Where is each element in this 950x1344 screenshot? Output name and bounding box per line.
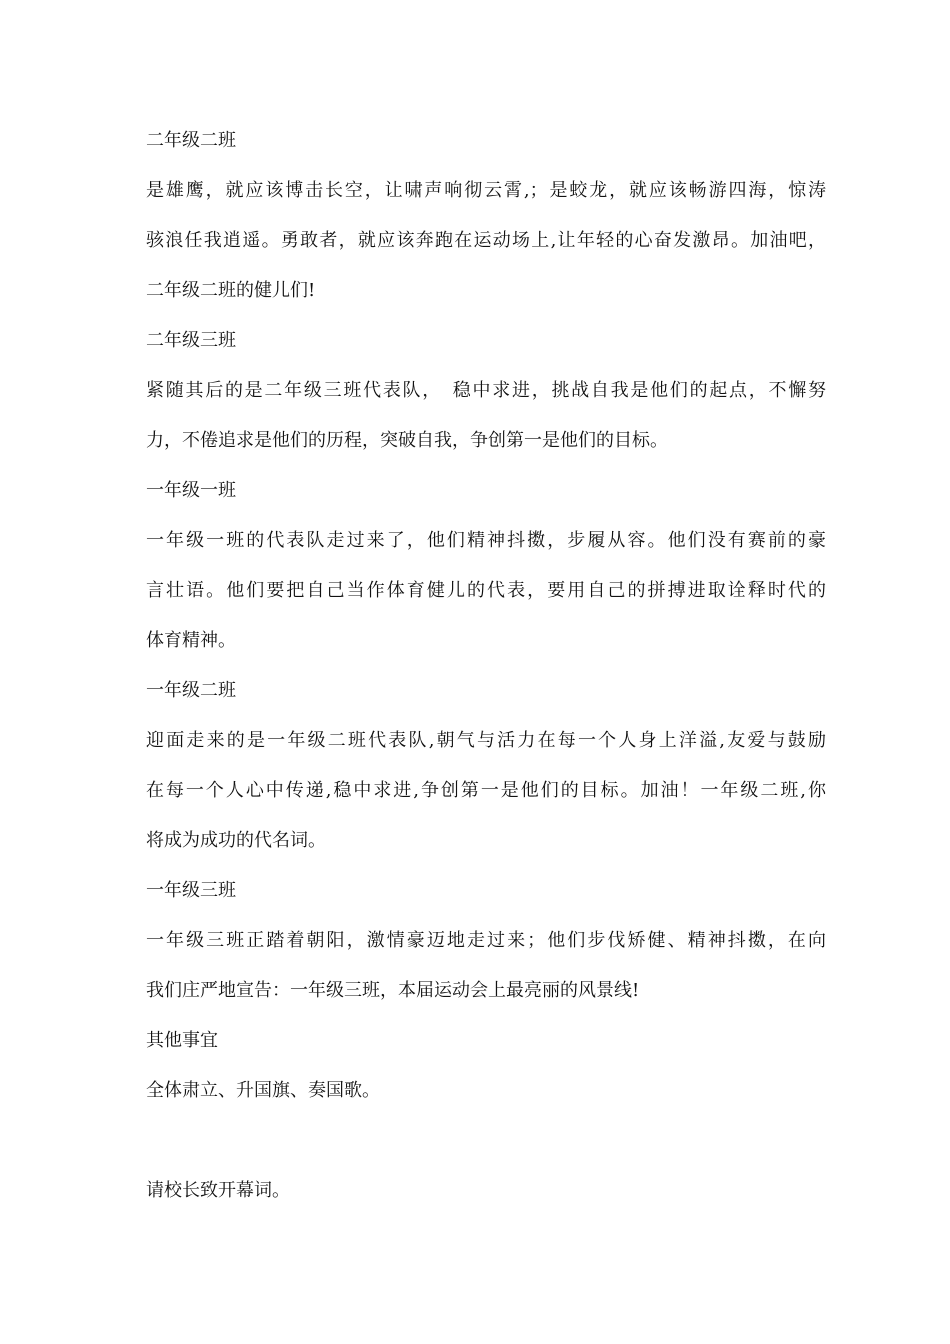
paragraph-line: 一年级三班正踏着朝阳，激情豪迈地走过来；他们步伐矫健、精神抖擞，在向: [146, 930, 826, 951]
paragraph-line: 在每一个人心中传递,稳中求进,争创第一是他们的目标。加油！一年级二班,你: [146, 780, 826, 801]
paragraph-line: 紧随其后的是二年级三班代表队， 稳中求进，挑战自我是他们的起点，不懈努: [146, 380, 826, 401]
section-heading: 二年级三班: [146, 330, 236, 351]
document-body: [146, 116, 826, 1216]
paragraph-line: 全体肃立、升国旗、奏国歌。: [146, 1080, 380, 1101]
blank-line: [146, 1116, 826, 1166]
paragraph-line: 我们庄严地宣告：一年级三班，本届运动会上最亮丽的风景线!: [146, 980, 640, 1001]
paragraph-line: 力，不倦追求是他们的历程，突破自我，争创第一是他们的目标。: [146, 430, 668, 451]
closing-line: 请校长致开幕词。: [146, 1180, 290, 1201]
paragraph-line: 二年级二班的健儿们!: [146, 280, 316, 301]
paragraph-line: 迎面走来的是一年级二班代表队,朝气与活力在每一个人身上洋溢,友爱与鼓励: [146, 730, 826, 751]
section-heading: 一年级一班: [146, 480, 236, 501]
paragraph-line: 一年级一班的代表队走过来了，他们精神抖擞，步履从容。他们没有赛前的豪: [146, 530, 826, 551]
paragraph-line: 将成为成功的代名词。: [146, 830, 326, 851]
section-heading: 其他事宜: [146, 1030, 218, 1051]
paragraph-line: 言壮语。他们要把自己当作体育健儿的代表，要用自己的拼搏进取诠释时代的: [146, 580, 826, 601]
paragraph-line: 是雄鹰，就应该博击长空，让啸声响彻云霄,；是蛟龙，就应该畅游四海，惊涛: [146, 180, 826, 201]
paragraph-line: 骇浪任我逍遥。勇敢者，就应该奔跑在运动场上,让年轻的心奋发激昂。加油吧，: [146, 230, 826, 251]
paragraph-line: 体育精神。: [146, 630, 236, 651]
section-heading: 二年级二班: [146, 130, 236, 151]
section-heading: 一年级二班: [146, 680, 236, 701]
section-heading: 一年级三班: [146, 880, 236, 901]
